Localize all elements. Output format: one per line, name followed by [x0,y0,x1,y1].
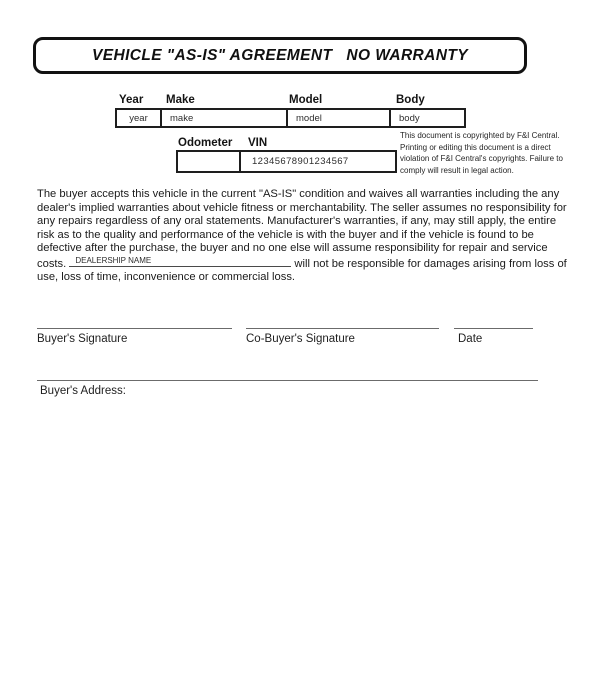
date-label: Date [458,333,483,345]
vin-label: VIN [248,137,268,149]
model-label: Model [289,94,323,106]
year-label: Year [119,94,144,106]
odometer-label: Odometer [178,137,233,149]
vin-field[interactable]: 12345678901234567 [252,156,349,167]
date-line[interactable] [454,328,533,329]
title-box [33,37,527,74]
buyer-address-line[interactable] [37,380,538,381]
body-field[interactable]: body [399,112,420,124]
buyer-address-label: Buyer's Address: [40,385,126,397]
document-title: VEHICLE "AS-IS" AGREEMENT NO WARRANTY [92,46,468,64]
agreement-text-before: The buyer accepts this vehicle in the current "AS-IS" condition and waives all warranties including the any dealer's implied warranties about vehicle fitness or merchantability. The seller assumes no responsibility for any repairs regardless of any oral statements. Manufacturer's warranties, if any, may still apply, the entire risk as to the quality and performance of the vehicle is with the buyer and if the vehicle is found to be defective after the purchase, the buyer and no one else will assume responsibility for repair and service costs. [37,188,567,270]
make-field[interactable]: make [162,110,288,126]
dealership-name-label: DEALERSHIP NAME [75,255,152,265]
agreement-text-after: will not be responsible for damages arising from loss of use, loss of time, inconvenience or commercial loss. [37,257,567,283]
co-buyer-signature-line[interactable] [246,328,439,329]
model-field[interactable]: model [288,110,391,126]
copyright-notice: This document is copyrighted by F&I Central. Printing or editing this document is a direct violation of F&I Central's copyrights. Failure to comply will result in legal action. [400,131,563,175]
agreement-paragraph [37,188,570,285]
year-field[interactable]: year [117,110,162,126]
buyer-signature-line[interactable] [37,328,232,329]
odometer-vin-row [176,150,397,173]
dealership-name-field[interactable] [69,256,291,267]
body-label: Body [396,94,425,106]
buyer-signature-label: Buyer's Signature [37,333,128,345]
vehicle-fields-row [115,108,466,128]
make-label: Make [166,94,195,106]
odometer-field[interactable] [178,152,241,171]
co-buyer-signature-label: Co-Buyer's Signature [246,333,355,345]
